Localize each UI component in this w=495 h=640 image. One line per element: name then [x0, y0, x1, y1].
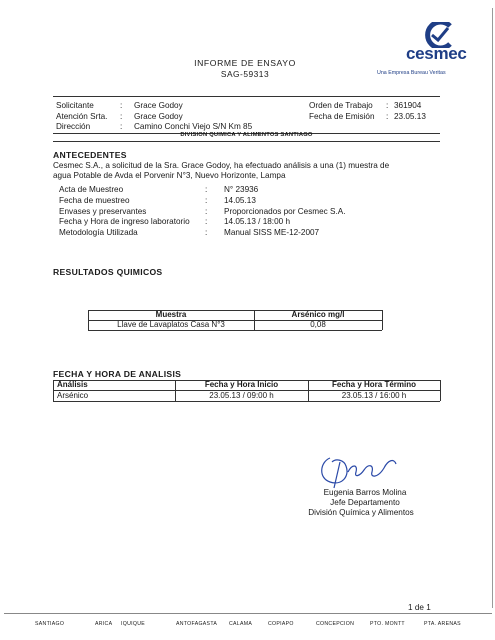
atencion-value: Grace Godoy	[134, 112, 183, 121]
ingreso-label: Fecha y Hora de ingreso laboratorio	[59, 217, 190, 226]
direccion-value: Camino Conchi Viejo S/N Km 85	[134, 122, 253, 131]
colon: :	[120, 101, 123, 110]
resultados-table-bottom	[88, 330, 382, 331]
metodologia-label: Metodología Utilizada	[59, 228, 138, 237]
termino-cell: 23.05.13 / 16:00 h	[341, 391, 407, 400]
logo-wordmark: cesmec	[406, 44, 467, 63]
footer-city: CALAMA	[229, 621, 253, 627]
col-termino-header: Fecha y Hora Término	[331, 380, 417, 389]
col-inicio-header: Fecha y Hora Inicio	[204, 380, 279, 389]
logo-tagline: Una Empresa Bureau Veritas	[377, 70, 446, 76]
colon: :	[386, 101, 389, 110]
analisis-heading: FECHA Y HORA DE ANALISIS	[53, 369, 182, 379]
report-number: SAG-59313	[220, 69, 270, 79]
fecha-muestreo-value: 14.05.13	[224, 196, 256, 205]
page-frame	[4, 8, 493, 608]
arsenico-value-cell: 0,08	[310, 320, 326, 329]
col-arsenico-header: Arsénico mg/l	[291, 310, 345, 319]
signatory-division: División Química y Alimentos	[308, 508, 414, 517]
envases-label: Envases y preservantes	[59, 207, 147, 216]
col-analisis-header: Análisis	[57, 380, 88, 389]
footer-city: COPIAPO	[268, 621, 294, 627]
orden-label: Orden de Trabajo	[309, 101, 373, 110]
colon: :	[120, 112, 123, 121]
colon: :	[120, 122, 123, 131]
acta-value: N° 23936	[224, 185, 259, 194]
footer-city: ARICA	[95, 621, 113, 627]
resultados-heading: RESULTADOS QUIMICOS	[53, 267, 163, 277]
footer-rule	[4, 613, 492, 614]
analisis-table-right	[440, 380, 441, 401]
atencion-label: Atención Srta.	[56, 112, 108, 121]
fecha-emision-value: 23.05.13	[394, 112, 426, 121]
fecha-muestreo-label: Fecha de muestreo	[59, 196, 130, 205]
analisis-table-left	[53, 380, 54, 401]
muestra-cell: Llave de Lavaplatos Casa N°3	[117, 320, 225, 329]
direccion-label: Dirección	[56, 122, 91, 131]
solicitante-value: Grace Godoy	[134, 101, 183, 110]
ingreso-value: 14.05.13 / 18:00 h	[224, 217, 291, 226]
footer-city: ANTOFAGASTA	[176, 621, 218, 627]
signatory-role: Jefe Departamento	[330, 498, 400, 507]
colon: :	[205, 185, 208, 194]
info-top-rule	[53, 96, 440, 97]
colon: :	[205, 228, 208, 237]
acta-label: Acta de Muestreo	[59, 185, 124, 194]
antecedentes-line-2: agua Potable de Avda el Porvenir N°3, Nuevo Horizonte, Lampa	[53, 171, 286, 180]
envases-value: Proporcionados por Cesmec S.A.	[224, 207, 346, 216]
report-title: INFORME DE ENSAYO	[194, 58, 296, 68]
page-number: 1 de 1	[408, 603, 431, 612]
analisis-table-bottom	[53, 401, 440, 402]
colon: :	[205, 207, 208, 216]
fecha-emision-label: Fecha de Emisión	[309, 112, 375, 121]
solicitante-label: Solicitante	[56, 101, 94, 110]
col-muestra-header: Muestra	[155, 310, 187, 319]
division-banner: DIVISION QUIMICA Y ALIMENTOS SANTIAGO	[180, 132, 313, 138]
resultados-table-right	[382, 310, 383, 330]
footer-city: CONCEPCION	[316, 621, 355, 627]
footer-city: IQUIQUE	[121, 621, 146, 627]
division-rule	[53, 141, 440, 142]
footer-city: SANTIAGO	[35, 621, 65, 627]
analisis-cell: Arsénico	[57, 391, 89, 400]
colon: :	[205, 217, 208, 226]
orden-value: 361904	[394, 101, 422, 110]
colon: :	[386, 112, 389, 121]
metodologia-value: Manual SISS ME-12-2007	[224, 228, 320, 237]
handwritten-signature-icon	[312, 450, 402, 490]
antecedentes-heading: ANTECEDENTES	[53, 150, 127, 160]
footer-city: PTO. MONTT	[370, 621, 405, 627]
inicio-cell: 23.05.13 / 09:00 h	[209, 391, 274, 400]
colon: :	[205, 196, 208, 205]
antecedentes-line-1: Cesmec S.A., a solicitud de la Sra. Grace Godoy, ha efectuado análisis a una (1) muestra de	[53, 161, 390, 170]
footer-city: PTA. ARENAS	[424, 621, 461, 627]
signatory-name: Eugenia Barros Molina	[323, 488, 407, 497]
